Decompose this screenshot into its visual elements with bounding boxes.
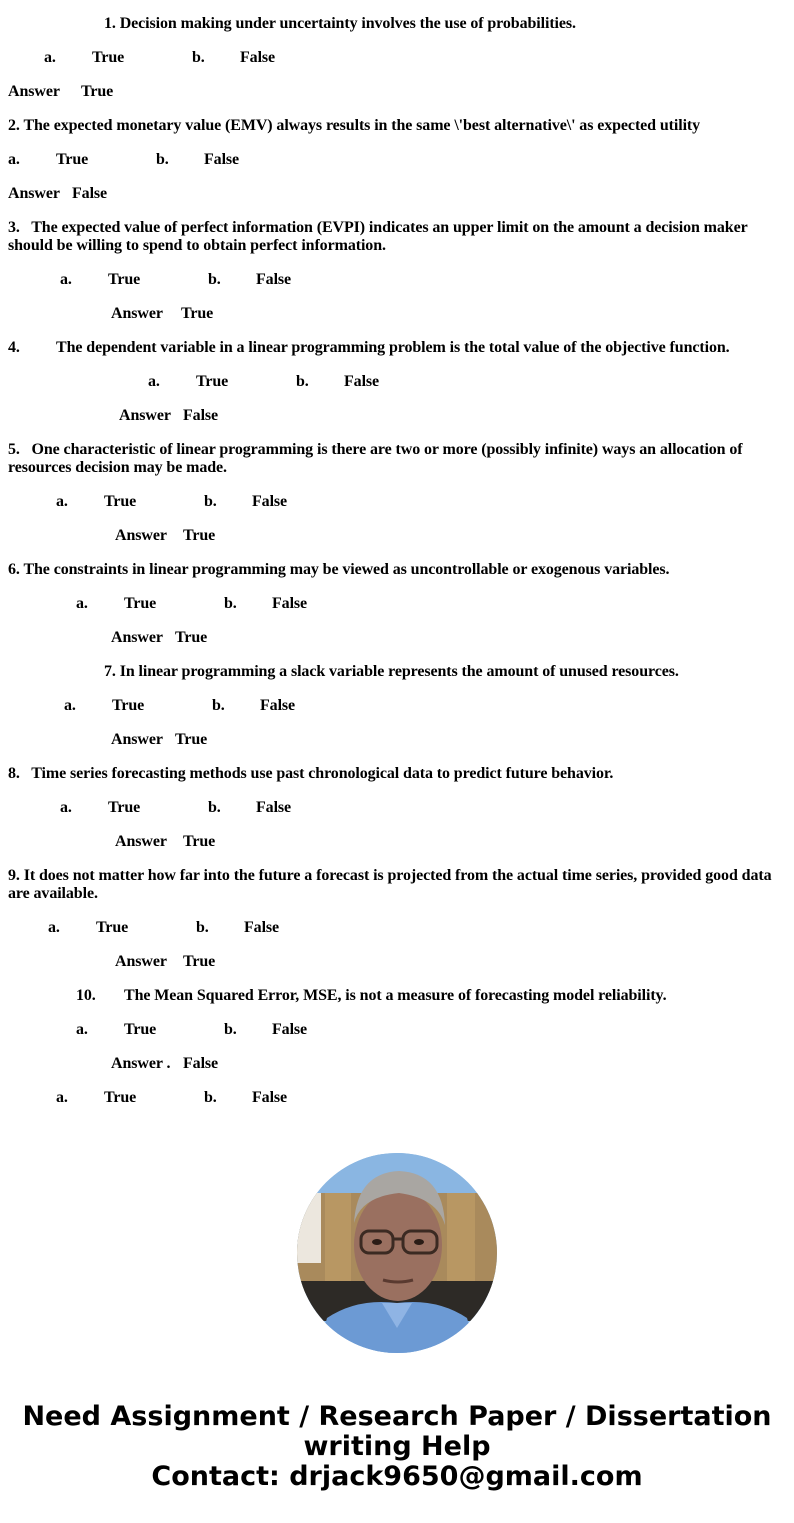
option-b-value[interactable]: False — [272, 595, 308, 612]
answer-label: Answer — [111, 305, 163, 322]
question-number: 6. — [8, 561, 20, 578]
question-10-answer — [111, 1055, 218, 1073]
answer-value: False — [183, 1055, 219, 1072]
question-8 — [8, 765, 613, 783]
option-a-label: a. — [56, 1089, 68, 1106]
question-3-answer — [111, 305, 213, 323]
answer-label: Answer — [115, 833, 167, 850]
option-a-label: a. — [64, 697, 76, 714]
answer-label: Answer — [8, 185, 60, 202]
option-b-value[interactable]: False — [344, 373, 380, 390]
answer-label: Answer — [115, 953, 167, 970]
answer-value: False — [72, 185, 108, 202]
option-a-value[interactable]: True — [92, 49, 125, 66]
option-a-label: a. — [148, 373, 160, 390]
question-10 — [76, 987, 666, 1005]
option-b-value[interactable]: False — [256, 271, 292, 288]
question-3 — [8, 219, 788, 255]
author-avatar — [297, 1153, 497, 1353]
question-4-answer — [119, 407, 218, 425]
question-text: The expected monetary value (EMV) always results in the same \'best alternative\' as expected utility — [23, 117, 701, 134]
answer-label: Answer . — [111, 1055, 171, 1072]
question-9-options — [48, 919, 279, 937]
question-3-options — [60, 271, 291, 289]
option-a-value[interactable]: True — [104, 1089, 137, 1106]
option-a-label: a. — [48, 919, 60, 936]
option-a-value[interactable]: True — [56, 151, 89, 168]
question-number: 8. — [8, 765, 20, 782]
answer-value: True — [175, 731, 208, 748]
question-2 — [8, 117, 700, 135]
question-4 — [8, 339, 730, 357]
question-5-options — [56, 493, 287, 511]
option-b-label: b. — [224, 595, 237, 612]
option-b-value[interactable]: False — [252, 493, 288, 510]
question-5-answer — [115, 527, 215, 545]
question-9 — [8, 867, 788, 903]
option-a-value[interactable]: True — [124, 595, 157, 612]
option-b-value[interactable]: False — [256, 799, 292, 816]
option-a-value[interactable]: True — [96, 919, 129, 936]
question-6-options — [76, 595, 307, 613]
option-b-value[interactable]: False — [260, 697, 296, 714]
option-b-label: b. — [204, 1089, 217, 1106]
question-6-answer — [111, 629, 207, 647]
question-text: The Mean Squared Error, MSE, is not a measure of forecasting model reliability. — [124, 987, 667, 1004]
option-a-label: a. — [8, 151, 20, 168]
question-7-options — [64, 697, 295, 715]
question-2-options — [8, 151, 239, 169]
question-text: Decision making under uncertainty involves the use of probabilities. — [119, 15, 576, 32]
option-a-value[interactable]: True — [112, 697, 145, 714]
question-7 — [104, 663, 679, 681]
answer-value: True — [183, 833, 216, 850]
option-a-value[interactable]: True — [104, 493, 137, 510]
promo-text — [0, 1402, 794, 1492]
question-number: 3. — [8, 219, 20, 236]
question-8-options — [60, 799, 291, 817]
question-6 — [8, 561, 669, 579]
question-text: The dependent variable in a linear programming problem is the total value of the objective function. — [56, 339, 730, 356]
answer-value: True — [183, 953, 216, 970]
question-number: 10. — [76, 987, 96, 1004]
promo-line-2: writing Help — [303, 1431, 491, 1462]
option-a-value[interactable]: True — [108, 271, 141, 288]
question-text: One characteristic of linear programming is there are two or more (possibly infinite) ways an allocation of resources decision may be made. — [8, 441, 743, 476]
question-1-answer — [8, 83, 113, 101]
option-b-label: b. — [204, 493, 217, 510]
answer-value: True — [183, 527, 216, 544]
question-10-options — [76, 1021, 307, 1039]
option-b-label: b. — [224, 1021, 237, 1038]
answer-value: True — [181, 305, 214, 322]
option-b-label: b. — [196, 919, 209, 936]
question-text: The expected value of perfect information (EVPI) indicates an upper limit on the amount a decision maker should be willing to spend to obtain perfect information. — [8, 219, 748, 254]
question-text: It does not matter how far into the future a forecast is projected from the actual time series, provided good data are available. — [8, 867, 772, 902]
question-number: 7. — [104, 663, 116, 680]
option-a-label: a. — [44, 49, 56, 66]
option-b-label: b. — [208, 799, 221, 816]
answer-label: Answer — [8, 83, 60, 100]
question-2-answer — [8, 185, 107, 203]
question-text: Time series forecasting methods use past chronological data to predict future behavior. — [31, 765, 614, 782]
option-b-label: b. — [192, 49, 205, 66]
option-a-label: a. — [60, 799, 72, 816]
portrait-icon — [297, 1153, 497, 1353]
option-a-value[interactable]: True — [196, 373, 229, 390]
trailing-options — [56, 1089, 287, 1107]
question-number: 2. — [8, 117, 20, 134]
question-9-answer — [115, 953, 215, 971]
option-b-value[interactable]: False — [272, 1021, 308, 1038]
question-text: In linear programming a slack variable represents the amount of unused resources. — [119, 663, 679, 680]
promo-line-1: Need Assignment / Research Paper / Dissertation — [22, 1401, 772, 1432]
answer-value: True — [81, 83, 114, 100]
option-b-label: b. — [208, 271, 221, 288]
question-number: 5. — [8, 441, 20, 458]
question-7-answer — [111, 731, 207, 749]
question-number: 1. — [104, 15, 116, 32]
option-a-value[interactable]: True — [124, 1021, 157, 1038]
question-text: The constraints in linear programming may be viewed as uncontrollable or exogenous variables. — [23, 561, 670, 578]
answer-label: Answer — [119, 407, 171, 424]
answer-value: False — [183, 407, 219, 424]
answer-value: True — [175, 629, 208, 646]
option-b-label: b. — [296, 373, 309, 390]
option-a-label: a. — [60, 271, 72, 288]
question-4-options — [148, 373, 379, 391]
option-b-label: b. — [212, 697, 225, 714]
promo-contact[interactable]: Contact: drjack9650@gmail.com — [151, 1461, 643, 1492]
option-a-label: a. — [56, 493, 68, 510]
option-a-label: a. — [76, 1021, 88, 1038]
option-b-value[interactable]: False — [240, 49, 276, 66]
question-1 — [104, 15, 576, 33]
question-number: 4. — [8, 339, 20, 356]
option-b-value[interactable]: False — [252, 1089, 288, 1106]
question-number: 9. — [8, 867, 20, 884]
question-8-answer — [115, 833, 215, 851]
question-5 — [8, 441, 788, 477]
option-a-label: a. — [76, 595, 88, 612]
answer-label: Answer — [115, 527, 167, 544]
answer-label: Answer — [111, 629, 163, 646]
answer-label: Answer — [111, 731, 163, 748]
question-1-options — [44, 49, 275, 67]
option-b-value[interactable]: False — [204, 151, 240, 168]
option-b-label: b. — [156, 151, 169, 168]
option-a-value[interactable]: True — [108, 799, 141, 816]
option-b-value[interactable]: False — [244, 919, 280, 936]
